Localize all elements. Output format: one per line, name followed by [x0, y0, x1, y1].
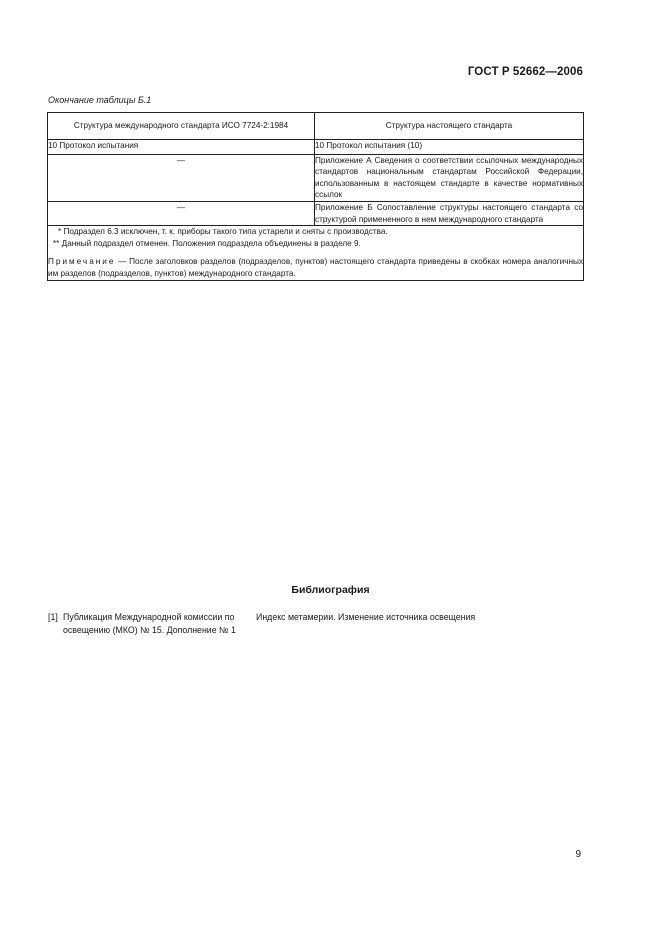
bibliography-entry-source: Публикация Международной комиссии по освещению (МКО) № 15. Дополнение № 1 [63, 612, 236, 635]
table-row [48, 140, 584, 155]
table-cell-left: — [48, 201, 315, 225]
table-notes [48, 226, 584, 280]
table-caption: Окончание таблицы Б.1 [48, 95, 152, 105]
bibliography-entry-number: [1] [48, 612, 58, 622]
table-remark [48, 256, 583, 279]
table-row [48, 154, 584, 201]
header-international-standard: Структура международного стандарта ИСО 7724-2:1984 [48, 113, 315, 140]
table-header-row [48, 113, 584, 140]
table-cell-right: Приложение А Сведения о соответствии ссылочных международных стандартов национальным стандартам Российской Федерации, использованным в настоящем стандарте в качестве нормативных ссылок [315, 154, 584, 201]
bibliography-title: Библиография [291, 584, 370, 596]
structure-comparison-table [47, 112, 584, 281]
remark-text: — После заголовков разделов (подразделов, пунктов) настоящего стандарта приведены в скобках номера аналогичных им разделов (подразделов, пунктов) международного стандарта. [48, 257, 583, 278]
bibliography-entry-title: Индекс метамерии. Изменение источника освещения [256, 612, 476, 622]
header-this-standard: Структура настоящего стандарта [315, 113, 584, 140]
table-cell-left: — [48, 154, 315, 201]
table-cell-right: 10 Протокол испытания (10) [315, 140, 584, 155]
table-cell-right: Приложение Б Сопоставление структуры настоящего стандарта со структурой примененного в нем международного стандарта [315, 201, 584, 225]
page-number: 9 [575, 849, 581, 860]
footnote: ** Данный подраздел отменен. Положения подраздела объединены в разделе 9. [53, 238, 361, 248]
document-code: ГОСТ Р 52662—2006 [467, 66, 583, 78]
table-row [48, 201, 584, 225]
table-cell-left: 10 Протокол испытания [48, 140, 315, 155]
remark-label: Примечание [48, 257, 116, 267]
table-notes-row [48, 226, 584, 280]
footnote: * Подраздел 6.3 исключен, т. к. приборы такого типа устарели и сняты с производства. [58, 227, 388, 237]
